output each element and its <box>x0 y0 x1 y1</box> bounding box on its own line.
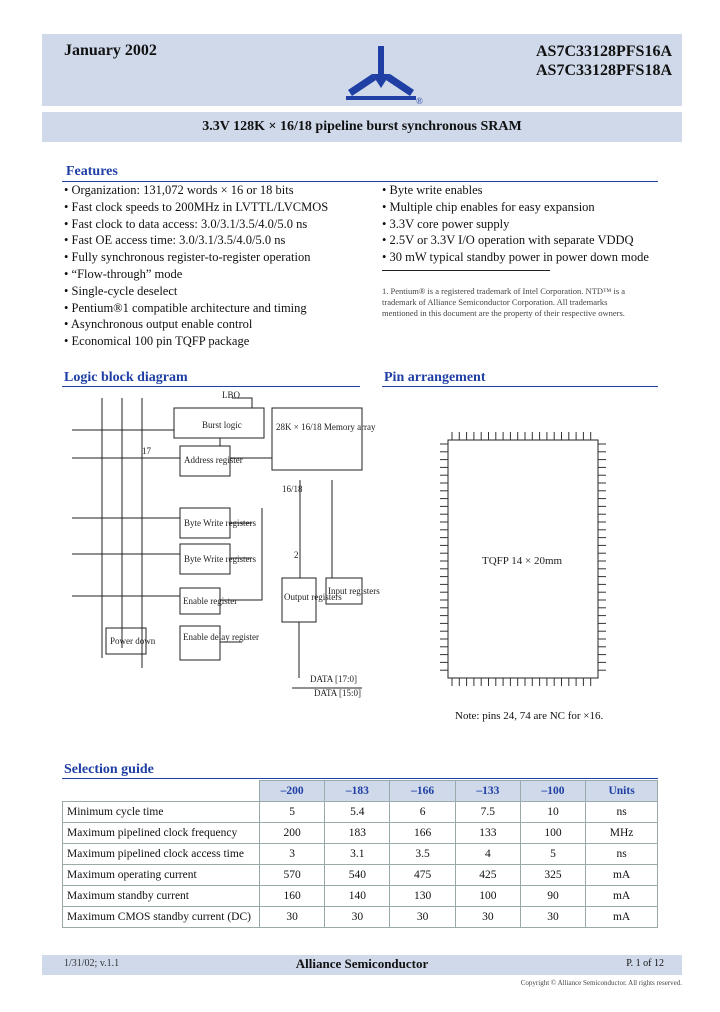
copyright: Copyright © Alliance Semiconductor. All rights reserved. <box>520 979 682 987</box>
column-header: Units <box>586 781 658 802</box>
feature-item: • 2.5V or 3.3V I/O operation with separate VDDQ <box>382 232 672 249</box>
table-cell: 130 <box>390 886 455 907</box>
table-cell: 30 <box>390 907 455 928</box>
address-register-label: Address register <box>184 455 243 465</box>
svg-text:®: ® <box>416 96 423 106</box>
features-left-list <box>64 182 384 350</box>
table-cell: 100 <box>455 886 520 907</box>
table-cell: ns <box>586 844 658 865</box>
lbo-label: LBO <box>222 390 240 400</box>
table-cell: mA <box>586 886 658 907</box>
footnote-rule <box>382 270 550 271</box>
memory-array-label: 28K × 16/18 Memory array <box>276 422 376 432</box>
table-cell: 166 <box>390 823 455 844</box>
table-cell: 3.1 <box>325 844 390 865</box>
table-cell: 90 <box>520 886 585 907</box>
document-title: 3.3V 128K × 16/18 pipeline burst synchronous SRAM <box>202 119 522 134</box>
table-cell: 183 <box>325 823 390 844</box>
table-cell: 7.5 <box>455 802 520 823</box>
column-header <box>63 781 260 802</box>
bus-width-label: 16/18 <box>282 484 303 494</box>
row-label: Maximum operating current <box>63 865 260 886</box>
footnote: 1. Pentium® is a registered trademark of Intel Corporation. NTD™ is a trademark of Alliance Semiconductor Corporation. All trademarks mentioned in this document are the property of their respective owners. <box>382 286 626 318</box>
part-number-16: AS7C33128PFS16A <box>535 43 672 60</box>
enable-register-label: Enable register <box>183 596 238 606</box>
table-cell: 6 <box>390 802 455 823</box>
table-cell: 30 <box>455 907 520 928</box>
row-label: Minimum cycle time <box>63 802 260 823</box>
feature-item: • Pentium®1 compatible architecture and timing <box>64 300 384 317</box>
selection-heading: Selection guide <box>64 762 154 777</box>
feature-item: • Byte write enables <box>382 182 672 199</box>
row-label: Maximum CMOS standby current (DC) <box>63 907 260 928</box>
table-row <box>63 886 658 907</box>
table-cell: 425 <box>455 865 520 886</box>
pins-heading: Pin arrangement <box>384 370 486 385</box>
header-band <box>42 34 682 106</box>
feature-item: • Organization: 131,072 words × 16 or 18 bits <box>64 182 384 199</box>
table-cell: 325 <box>520 865 585 886</box>
revision-date: 1/31/02; v.1.1 <box>64 958 120 969</box>
logic-block-diagram <box>62 388 380 706</box>
table-cell: 140 <box>325 886 390 907</box>
table-row <box>63 844 658 865</box>
data-bus-16-label: DATA [15:0] <box>314 688 362 698</box>
table-cell: 30 <box>260 907 325 928</box>
logic-rule <box>62 386 360 387</box>
title-band <box>42 112 682 142</box>
table-cell: 5 <box>260 802 325 823</box>
table-cell: 133 <box>455 823 520 844</box>
column-header: –200 <box>260 781 325 802</box>
column-header: –166 <box>390 781 455 802</box>
pin-arrangement-diagram <box>382 388 652 706</box>
feature-item: • Fully synchronous register-to-register operation <box>64 249 384 266</box>
table-cell: 5.4 <box>325 802 390 823</box>
table-row <box>63 907 658 928</box>
features-heading: Features <box>66 164 118 179</box>
feature-item: • Economical 100 pin TQFP package <box>64 333 384 350</box>
column-header: –183 <box>325 781 390 802</box>
feature-item: • Multiple chip enables for easy expansion <box>382 199 672 216</box>
feature-item: • Asynchronous output enable control <box>64 316 384 333</box>
feature-item: • Fast clock to data access: 3.0/3.1/3.5/4.0/5.0 ns <box>64 216 384 233</box>
feature-item: • 30 mW typical standby power in power down mode <box>382 249 672 266</box>
table-cell: ns <box>586 802 658 823</box>
table-cell: 30 <box>325 907 390 928</box>
enable-delay-register-label: Enable delay register <box>183 632 259 642</box>
table-cell: 3 <box>260 844 325 865</box>
byte-write-register-2-label: Byte Write registers <box>184 554 256 564</box>
feature-item: • “Flow-through” mode <box>64 266 384 283</box>
feature-item: • Fast OE access time: 3.0/3.1/3.5/4.0/5.0 ns <box>64 232 384 249</box>
table-cell: 570 <box>260 865 325 886</box>
pins-rule <box>382 386 658 387</box>
row-label: Maximum pipelined clock frequency <box>63 823 260 844</box>
table-cell: MHz <box>586 823 658 844</box>
table-cell: 100 <box>520 823 585 844</box>
features-right-list <box>382 182 672 266</box>
table-cell: mA <box>586 907 658 928</box>
table-cell: 160 <box>260 886 325 907</box>
row-label: Maximum pipelined clock access time <box>63 844 260 865</box>
data-bus-18-label: DATA [17:0] <box>310 674 358 684</box>
footer-band <box>42 955 682 975</box>
part-number-18: AS7C33128PFS18A <box>535 62 672 79</box>
burst-logic-label: Burst logic <box>202 420 242 430</box>
table-cell: 200 <box>260 823 325 844</box>
feature-item: • 3.3V core power supply <box>382 216 672 233</box>
feature-item: • Single-cycle deselect <box>64 283 384 300</box>
selection-guide-table <box>62 780 658 928</box>
selection-rule <box>62 778 658 779</box>
table-row <box>63 802 658 823</box>
table-cell: 10 <box>520 802 585 823</box>
table-cell: 540 <box>325 865 390 886</box>
table-cell: 3.5 <box>390 844 455 865</box>
table-row <box>63 865 658 886</box>
table-cell: 475 <box>390 865 455 886</box>
part-numbers <box>536 42 672 80</box>
table-cell: 4 <box>455 844 520 865</box>
pin-note: Note: pins 24, 74 are NC for ×16. <box>455 710 604 722</box>
column-header: –133 <box>455 781 520 802</box>
table-cell: 30 <box>520 907 585 928</box>
logic-heading: Logic block diagram <box>64 370 188 385</box>
table-cell: 5 <box>520 844 585 865</box>
alliance-logo-icon <box>342 44 426 106</box>
issue-date: January 2002 <box>64 42 157 59</box>
burst-bus-width-label: 2 <box>294 550 299 560</box>
power-down-label: Power down <box>110 636 156 646</box>
page-number: P. 1 of 12 <box>626 958 664 969</box>
package-label: TQFP 14 × 20mm <box>482 555 563 567</box>
address-bus-width-label: 17 <box>142 446 151 456</box>
table-row <box>63 823 658 844</box>
row-label: Maximum standby current <box>63 886 260 907</box>
feature-item: • Fast clock speeds to 200MHz in LVTTL/LVCMOS <box>64 199 384 216</box>
output-registers-label: Output registers <box>284 592 342 602</box>
input-registers-label: Input registers <box>328 586 380 596</box>
column-header: –100 <box>520 781 585 802</box>
table-header-row <box>63 781 658 802</box>
table-cell: mA <box>586 865 658 886</box>
memory-array-block <box>272 408 362 470</box>
company-name: Alliance Semiconductor <box>295 956 429 971</box>
byte-write-register-1-label: Byte Write registers <box>184 518 256 528</box>
